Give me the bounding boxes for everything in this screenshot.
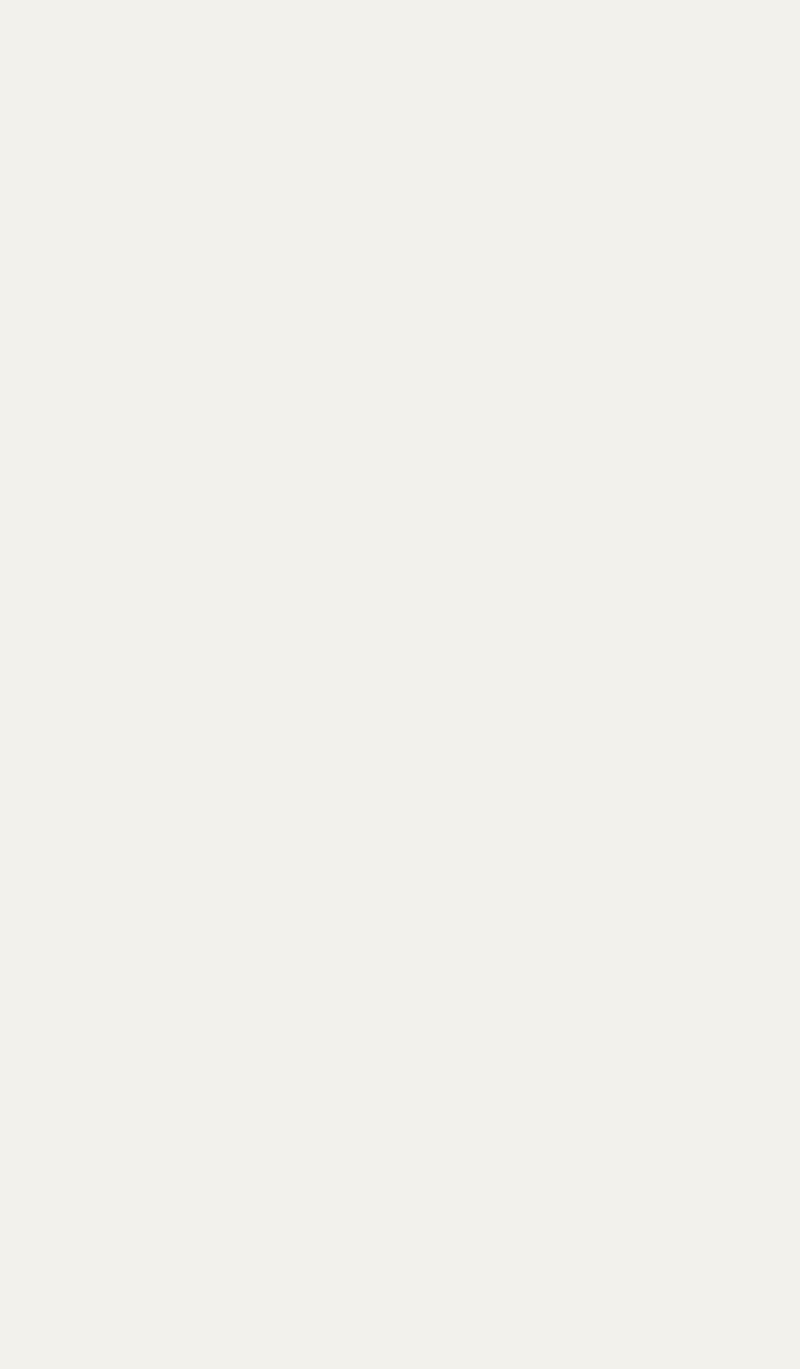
page-header [32,30,760,60]
page-body [36,74,762,94]
